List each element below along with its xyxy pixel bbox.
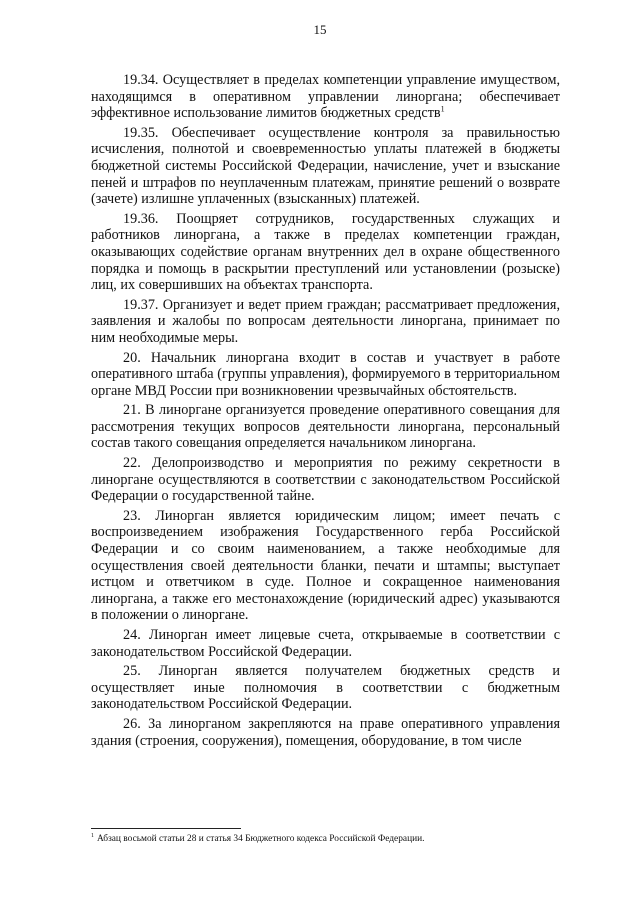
paragraph-19-37: 19.37. Организует и ведет прием граждан; рассматривает предложения, заявления и жалобы по вопросам деятельности линоргана, принимает по ним необходимые меры.	[91, 296, 560, 346]
paragraph-19-36: 19.36. Поощряет сотрудников, государственных служащих и работников линоргана, а также в пределах компетенции граждан, оказывающих содействие органам внутренних дел в охране общественного порядка и помощь в раскрытии преступлений или установлении (розыске) лиц, их совершивших на объектах транспорта.	[91, 210, 560, 294]
footnote	[91, 833, 560, 845]
paragraph-19-34	[91, 72, 560, 122]
paragraph-21: 21. В линоргане организуется проведение оперативного совещания для рассмотрения текущих вопросов деятельности линоргана, персональный состав такого совещания определяется начальником линоргана.	[91, 402, 560, 452]
paragraph-26: 26. За линорганом закрепляются на праве оперативного управления здания (строения, сооружения), помещения, оборудование, в том числе	[91, 715, 560, 749]
paragraph-19-35: 19.35. Обеспечивает осуществление контроля за правильностью исчисления, полнотой и своевременностью уплаты платежей в бюджеты бюджетной системы Российской Федерации, начисление, учет и взыскание пеней и штрафов по неуплаченным платежам, принятие решений о возврате (зачете) излишне уплаченных (взысканных) платежей.	[91, 124, 560, 208]
footnote-marker: 1	[91, 832, 94, 839]
footnote-text: Абзац восьмой статьи 28 и статья 34 Бюджетного кодекса Российской Федерации.	[97, 834, 425, 844]
paragraph-23: 23. Линорган является юридическим лицом; имеет печать с воспроизведением изображения Государственного герба Российской Федерации и со своим наименованием, а также необходимые для осуществления своей деятельности бланки, печати и штампы; выступает истцом и ответчиком в суде. Полное и сокращенное наименования линоргана, а также его местонахождение (юридический адрес) указываются в положении о линоргане.	[91, 507, 560, 624]
paragraph-text: 19.34. Осуществляет в пределах компетенции управление имуществом, находящимся в оперативном управлении линоргана; обеспечивает эффективное использование лимитов бюджетных средств	[91, 72, 560, 122]
paragraph-20: 20. Начальник линоргана входит в состав и участвует в работе оперативного штаба (группы управления), формируемого в территориальном органе МВД России при возникновении чрезвычайных обстоятельств.	[91, 349, 560, 399]
paragraph-24: 24. Линорган имеет лицевые счета, открываемые в соответствии с законодательством Российской Федерации.	[91, 627, 560, 660]
page-number: 15	[313, 22, 327, 37]
paragraph-22: 22. Делопроизводство и мероприятия по режиму секретности в линоргане осуществляются в соответствии с законодательством Российской Федерации о государственной тайне.	[91, 455, 560, 505]
paragraph-25: 25. Линорган является получателем бюджетных средств и осуществляет иные полномочия в соответствии с бюджетным законодательством Российской Федерации.	[91, 663, 560, 713]
document-body	[91, 72, 560, 752]
footnote-divider	[91, 828, 241, 829]
footnote-reference: 1	[440, 104, 445, 114]
